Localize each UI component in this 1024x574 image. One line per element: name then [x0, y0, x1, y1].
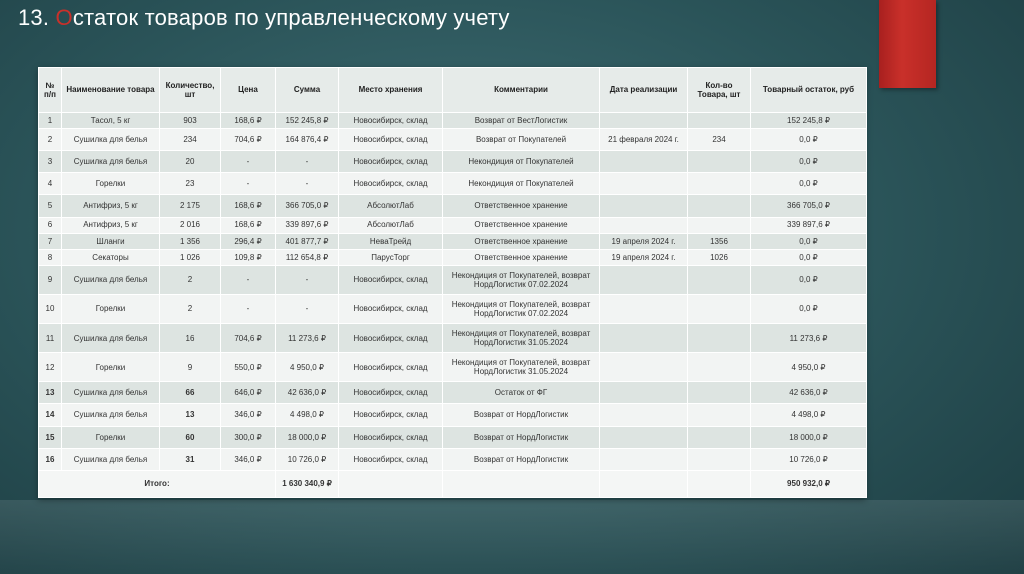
sale-date-cell: 19 апреля 2024 г.: [600, 233, 688, 249]
header-cell: Место хранения: [339, 68, 443, 113]
product-name-cell: Антифриз, 5 кг: [62, 217, 160, 233]
product-name-cell: Антифриз, 5 кг: [62, 195, 160, 217]
row-number-cell: 9: [39, 265, 62, 294]
table-row: [39, 173, 867, 195]
stock-balance-cell: 0,0 ₽: [751, 249, 867, 265]
row-number-cell: 4: [39, 173, 62, 195]
stock-balance-cell: 366 705,0 ₽: [751, 195, 867, 217]
sale-date-cell: [600, 353, 688, 382]
sum-cell: -: [276, 151, 339, 173]
header-cell: Цена: [221, 68, 276, 113]
sum-cell: 18 000,0 ₽: [276, 426, 339, 448]
row-number-cell: 3: [39, 151, 62, 173]
product-name-cell: Секаторы: [62, 249, 160, 265]
table-header-row: [39, 68, 867, 113]
quantity-cell: 234: [160, 129, 221, 151]
sum-cell: 10 726,0 ₽: [276, 448, 339, 470]
product-name-cell: Тасол, 5 кг: [62, 113, 160, 129]
product-name-cell: Сушилка для белья: [62, 448, 160, 470]
storage-location-cell: Новосибирск, склад: [339, 265, 443, 294]
sold-quantity-cell: [688, 294, 751, 323]
comment-cell: Возврат от НордЛогистик: [443, 404, 600, 426]
product-name-cell: Горелки: [62, 353, 160, 382]
quantity-cell: 903: [160, 113, 221, 129]
sum-cell: -: [276, 265, 339, 294]
price-cell: 704,6 ₽: [221, 129, 276, 151]
product-name-cell: Сушилка для белья: [62, 324, 160, 353]
table-row: [39, 294, 867, 323]
sum-cell: -: [276, 294, 339, 323]
comment-cell: Ответственное хранение: [443, 249, 600, 265]
comment-cell: Возврат от НордЛогистик: [443, 448, 600, 470]
header-cell: Количество, шт: [160, 68, 221, 113]
product-name-cell: Сушилка для белья: [62, 382, 160, 404]
comment-cell: Ответственное хранение: [443, 233, 600, 249]
sold-quantity-cell: 1356: [688, 233, 751, 249]
sum-cell: 112 654,8 ₽: [276, 249, 339, 265]
storage-location-cell: Новосибирск, склад: [339, 173, 443, 195]
storage-location-cell: ПарусТорг: [339, 249, 443, 265]
sum-cell: 164 876,4 ₽: [276, 129, 339, 151]
stock-balance-cell: 11 273,6 ₽: [751, 324, 867, 353]
stock-balance-cell: 152 245,8 ₽: [751, 113, 867, 129]
stock-balance-cell: 10 726,0 ₽: [751, 448, 867, 470]
sale-date-cell: [600, 217, 688, 233]
table-row: [39, 353, 867, 382]
sale-date-cell: [600, 426, 688, 448]
total-label: Итого:: [39, 471, 276, 498]
table-row: [39, 448, 867, 470]
sold-quantity-cell: 234: [688, 129, 751, 151]
sale-date-cell: [600, 294, 688, 323]
sale-date-cell: [600, 151, 688, 173]
table-row: [39, 324, 867, 353]
row-number-cell: 10: [39, 294, 62, 323]
sold-quantity-cell: [688, 217, 751, 233]
stock-table-container: [38, 67, 866, 498]
table-row: [39, 233, 867, 249]
price-cell: 300,0 ₽: [221, 426, 276, 448]
comment-cell: Некондиция от Покупателей: [443, 173, 600, 195]
header-cell: Кол-во Товара, шт: [688, 68, 751, 113]
table-row: [39, 426, 867, 448]
sum-cell: 339 897,6 ₽: [276, 217, 339, 233]
product-name-cell: Горелки: [62, 173, 160, 195]
row-number-cell: 8: [39, 249, 62, 265]
comment-cell: Некондиция от Покупателей: [443, 151, 600, 173]
price-cell: 704,6 ₽: [221, 324, 276, 353]
title-accent-letter: О: [55, 5, 73, 30]
stock-balance-cell: 0,0 ₽: [751, 173, 867, 195]
title-text: статок товаров по управленческому учету: [72, 5, 510, 30]
comment-cell: Некондиция от Покупателей, возврат НордЛогистик 31.05.2024: [443, 324, 600, 353]
quantity-cell: 1 026: [160, 249, 221, 265]
header-cell: Дата реализации: [600, 68, 688, 113]
sale-date-cell: [600, 448, 688, 470]
stock-balance-cell: 0,0 ₽: [751, 294, 867, 323]
comment-cell: Некондиция от Покупателей, возврат НордЛогистик 07.02.2024: [443, 294, 600, 323]
comment-cell: Возврат от ВестЛогистик: [443, 113, 600, 129]
header-cell: Комментарии: [443, 68, 600, 113]
row-number-cell: 16: [39, 448, 62, 470]
sum-cell: 11 273,6 ₽: [276, 324, 339, 353]
price-cell: -: [221, 173, 276, 195]
row-number-cell: 13: [39, 382, 62, 404]
comment-cell: Некондиция от Покупателей, возврат НордЛогистик 07.02.2024: [443, 265, 600, 294]
sale-date-cell: 19 апреля 2024 г.: [600, 249, 688, 265]
sold-quantity-cell: [688, 426, 751, 448]
sale-date-cell: [600, 195, 688, 217]
table-row: [39, 113, 867, 129]
product-name-cell: Горелки: [62, 426, 160, 448]
table-row: [39, 129, 867, 151]
title-number: 13.: [18, 5, 56, 30]
sold-quantity-cell: [688, 151, 751, 173]
sum-cell: 401 877,7 ₽: [276, 233, 339, 249]
quantity-cell: 1 356: [160, 233, 221, 249]
quantity-cell: 20: [160, 151, 221, 173]
header-cell: Товарный остаток, руб: [751, 68, 867, 113]
stock-balance-cell: 0,0 ₽: [751, 265, 867, 294]
comment-cell: Возврат от Покупателей: [443, 129, 600, 151]
storage-location-cell: АбсолютЛаб: [339, 195, 443, 217]
quantity-cell: 13: [160, 404, 221, 426]
row-number-cell: 14: [39, 404, 62, 426]
storage-location-cell: Новосибирск, склад: [339, 404, 443, 426]
comment-cell: Возврат от НордЛогистик: [443, 426, 600, 448]
sold-quantity-cell: [688, 404, 751, 426]
comment-cell: Некондиция от Покупателей, возврат НордЛогистик 31.05.2024: [443, 353, 600, 382]
sold-quantity-cell: [688, 324, 751, 353]
storage-location-cell: Новосибирск, склад: [339, 353, 443, 382]
stock-table: [38, 67, 867, 498]
comment-cell: Ответственное хранение: [443, 195, 600, 217]
stock-balance-cell: 4 498,0 ₽: [751, 404, 867, 426]
slide-title: [18, 5, 510, 31]
row-number-cell: 6: [39, 217, 62, 233]
comment-cell: Остаток от ФГ: [443, 382, 600, 404]
table-row: [39, 249, 867, 265]
product-name-cell: Горелки: [62, 294, 160, 323]
header-cell: Сумма: [276, 68, 339, 113]
row-number-cell: 11: [39, 324, 62, 353]
quantity-cell: 66: [160, 382, 221, 404]
floor-reflection: [0, 500, 1024, 574]
table-row: [39, 265, 867, 294]
price-cell: 346,0 ₽: [221, 404, 276, 426]
storage-location-cell: НеваТрейд: [339, 233, 443, 249]
red-ribbon-decoration: [879, 0, 936, 88]
table-row: [39, 151, 867, 173]
sum-cell: -: [276, 173, 339, 195]
product-name-cell: Сушилка для белья: [62, 151, 160, 173]
row-number-cell: 15: [39, 426, 62, 448]
price-cell: 296,4 ₽: [221, 233, 276, 249]
price-cell: 346,0 ₽: [221, 448, 276, 470]
storage-location-cell: Новосибирск, склад: [339, 151, 443, 173]
sold-quantity-cell: [688, 353, 751, 382]
storage-location-cell: Новосибирск, склад: [339, 448, 443, 470]
storage-location-cell: Новосибирск, склад: [339, 426, 443, 448]
row-number-cell: 5: [39, 195, 62, 217]
quantity-cell: 60: [160, 426, 221, 448]
sale-date-cell: [600, 265, 688, 294]
table-row: [39, 195, 867, 217]
stock-balance-cell: 0,0 ₽: [751, 129, 867, 151]
sold-quantity-cell: [688, 382, 751, 404]
sold-quantity-cell: [688, 173, 751, 195]
header-cell: Наименование товара: [62, 68, 160, 113]
sale-date-cell: [600, 113, 688, 129]
price-cell: 109,8 ₽: [221, 249, 276, 265]
table-body: [39, 113, 867, 471]
table-row: [39, 217, 867, 233]
stock-balance-cell: 339 897,6 ₽: [751, 217, 867, 233]
stock-balance-cell: 4 950,0 ₽: [751, 353, 867, 382]
quantity-cell: 9: [160, 353, 221, 382]
table-row: [39, 404, 867, 426]
product-name-cell: Сушилка для белья: [62, 265, 160, 294]
storage-location-cell: Новосибирск, склад: [339, 129, 443, 151]
storage-location-cell: Новосибирск, склад: [339, 294, 443, 323]
storage-location-cell: Новосибирск, склад: [339, 382, 443, 404]
price-cell: 646,0 ₽: [221, 382, 276, 404]
sold-quantity-cell: 1026: [688, 249, 751, 265]
product-name-cell: Сушилка для белья: [62, 129, 160, 151]
quantity-cell: 2 175: [160, 195, 221, 217]
quantity-cell: 2: [160, 294, 221, 323]
price-cell: -: [221, 294, 276, 323]
comment-cell: Ответственное хранение: [443, 217, 600, 233]
product-name-cell: Шланги: [62, 233, 160, 249]
sum-cell: 366 705,0 ₽: [276, 195, 339, 217]
quantity-cell: 23: [160, 173, 221, 195]
product-name-cell: Сушилка для белья: [62, 404, 160, 426]
stock-balance-cell: 0,0 ₽: [751, 151, 867, 173]
stock-balance-cell: 18 000,0 ₽: [751, 426, 867, 448]
table-row: [39, 382, 867, 404]
sale-date-cell: [600, 173, 688, 195]
sum-cell: 42 636,0 ₽: [276, 382, 339, 404]
storage-location-cell: Новосибирск, склад: [339, 113, 443, 129]
sale-date-cell: [600, 382, 688, 404]
quantity-cell: 16: [160, 324, 221, 353]
storage-location-cell: Новосибирск, склад: [339, 324, 443, 353]
row-number-cell: 7: [39, 233, 62, 249]
table-total-row: [39, 471, 867, 498]
row-number-cell: 12: [39, 353, 62, 382]
stock-balance-cell: 0,0 ₽: [751, 233, 867, 249]
price-cell: -: [221, 151, 276, 173]
sale-date-cell: [600, 324, 688, 353]
row-number-cell: 2: [39, 129, 62, 151]
storage-location-cell: АбсолютЛаб: [339, 217, 443, 233]
price-cell: 168,6 ₽: [221, 195, 276, 217]
total-sum: 1 630 340,9 ₽: [276, 471, 339, 498]
sold-quantity-cell: [688, 448, 751, 470]
sale-date-cell: 21 февраля 2024 г.: [600, 129, 688, 151]
sold-quantity-cell: [688, 265, 751, 294]
sold-quantity-cell: [688, 113, 751, 129]
sum-cell: 4 950,0 ₽: [276, 353, 339, 382]
sale-date-cell: [600, 404, 688, 426]
price-cell: 168,6 ₽: [221, 113, 276, 129]
sum-cell: 152 245,8 ₽: [276, 113, 339, 129]
quantity-cell: 2 016: [160, 217, 221, 233]
quantity-cell: 31: [160, 448, 221, 470]
total-stock: 950 932,0 ₽: [751, 471, 867, 498]
price-cell: 550,0 ₽: [221, 353, 276, 382]
price-cell: -: [221, 265, 276, 294]
price-cell: 168,6 ₽: [221, 217, 276, 233]
header-cell: № п/п: [39, 68, 62, 113]
sold-quantity-cell: [688, 195, 751, 217]
sum-cell: 4 498,0 ₽: [276, 404, 339, 426]
row-number-cell: 1: [39, 113, 62, 129]
quantity-cell: 2: [160, 265, 221, 294]
stock-balance-cell: 42 636,0 ₽: [751, 382, 867, 404]
